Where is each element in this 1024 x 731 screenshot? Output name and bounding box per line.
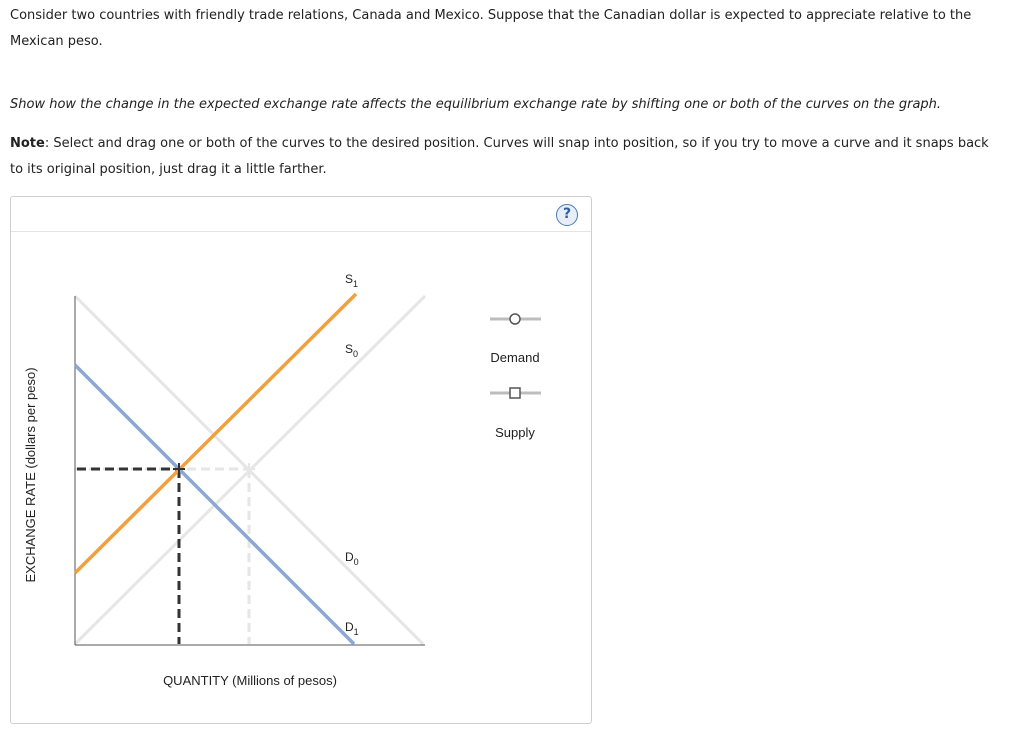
question-intro: Consider two countries with friendly trade relations, Canada and Mexico. Suppose that the Canadian dollar is expected to appreciate relative to the Mexican peso.: [10, 8, 972, 49]
legend-supply-label: Supply: [495, 425, 535, 440]
note-label: Note: [10, 136, 45, 151]
label-s1: $S_1$: [345, 272, 359, 289]
note-text: : Select and drag one or both of the curves to the desired position. Curves will snap into position, so if you try to move a curve and it snaps back to its original position, just drag it a little farther.: [10, 136, 989, 177]
supply-tool-square-icon: [510, 388, 520, 398]
legend-demand-label: Demand: [490, 350, 540, 365]
label-s0: $S_0$: [345, 342, 359, 359]
help-button[interactable]: ?: [556, 204, 578, 226]
label-d1: $D_1$: [345, 620, 359, 637]
exchange-rate-graph: [11, 197, 591, 723]
label-d0: $D_0$: [345, 550, 359, 567]
graph-panel: [10, 196, 592, 724]
legend-supply-tool[interactable]: [490, 388, 541, 398]
supply-curve-s1[interactable]: [75, 294, 359, 573]
question-note: [10, 131, 1000, 183]
question-instruction: Show how the change in the expected exchange rate affects the equilibrium exchange rate by shifting one or both of the curves on the graph.: [10, 97, 942, 112]
legend-demand-tool[interactable]: [490, 314, 541, 324]
y-axis-label: EXCHANGE RATE (dollars per peso): [23, 367, 38, 583]
demand-tool-circle-icon: [510, 314, 520, 324]
x-axis-label: QUANTITY (Millions of pesos): [163, 673, 337, 688]
